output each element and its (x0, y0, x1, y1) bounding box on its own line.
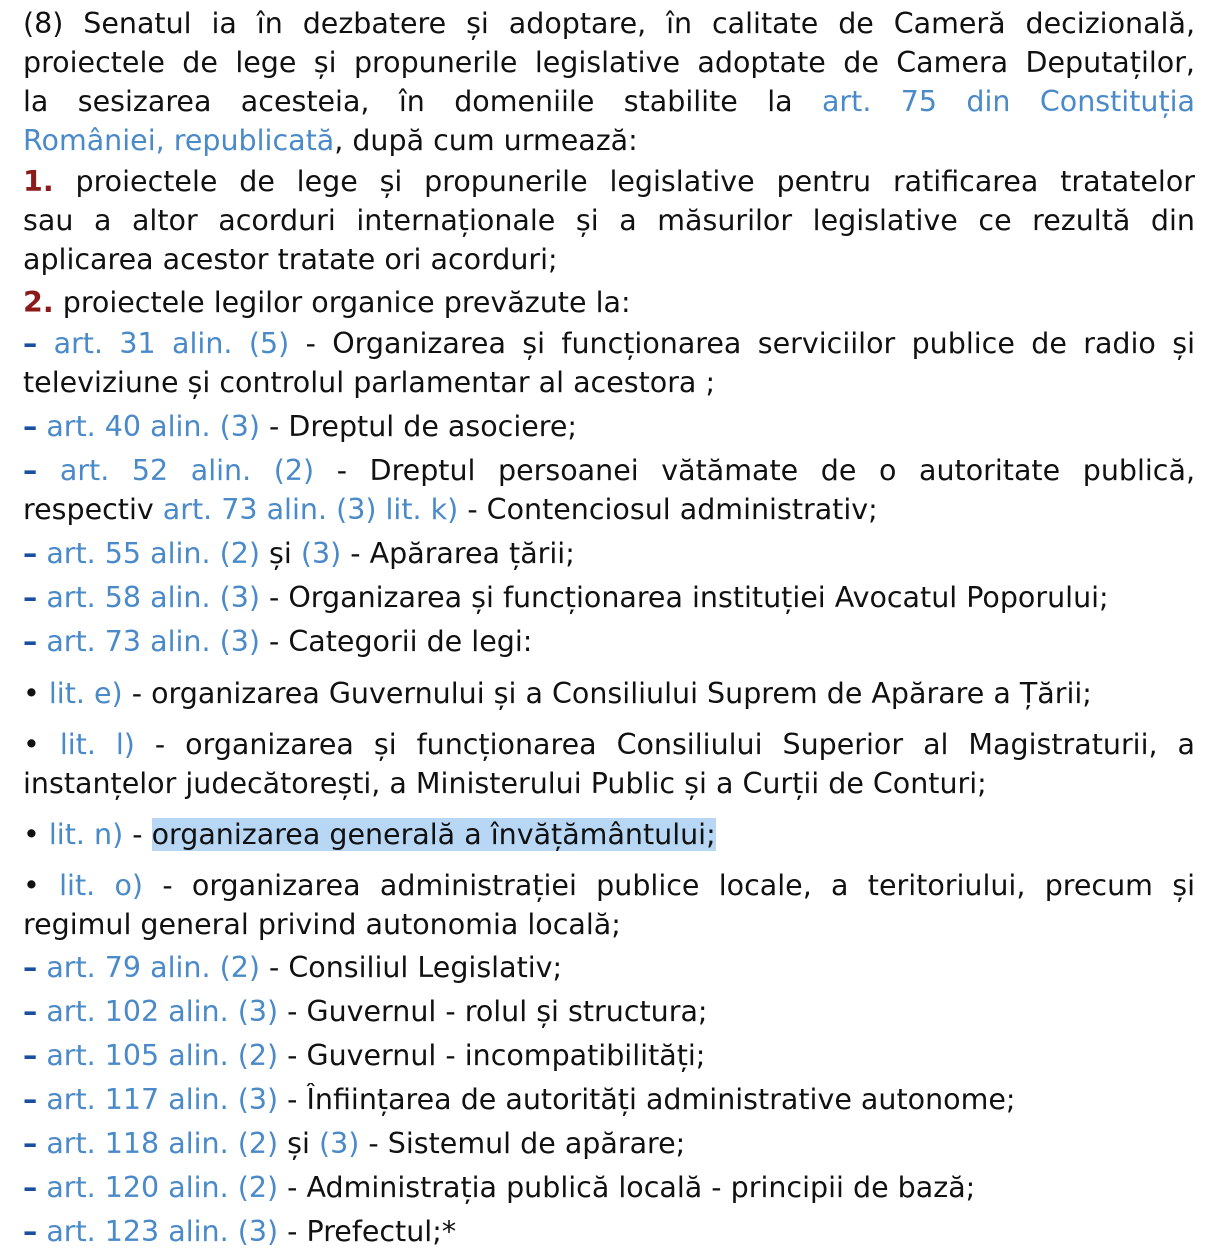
item-text: - Categorii de legi: (259, 625, 533, 658)
list-item-art-31-cont (23, 366, 1195, 406)
dash-marker: – (23, 327, 38, 360)
intro-line-3 (23, 85, 1195, 125)
article-link[interactable]: art. 73 alin. (3) lit. k) (162, 493, 459, 526)
article-link[interactable]: art. 40 alin. (3) (46, 410, 260, 443)
item-text: - (123, 818, 152, 851)
article-link[interactable]: art. 55 alin. (2) (46, 537, 260, 570)
intro-line-1 (23, 7, 1195, 47)
letter-link[interactable]: lit. l) (59, 728, 135, 761)
article-link[interactable]: art. 120 alin. (2) (46, 1171, 279, 1204)
item-text: - Apărarea țării; (341, 537, 575, 570)
dash-marker: – (23, 410, 38, 443)
bullet-marker: • (23, 869, 40, 902)
bullet-item-lit-o (23, 869, 1195, 909)
letter-link[interactable]: lit. o) (59, 869, 144, 902)
item-text: și (259, 537, 301, 570)
item-1-line-1 (23, 165, 1195, 205)
bullet-item-lit-n (23, 818, 1195, 858)
list-item-art-118 (23, 1127, 1195, 1167)
list-item-art-73 (23, 625, 1195, 665)
bullet-item-lit-l-cont (23, 767, 1195, 807)
intro-text: , după cum urmează: (334, 124, 638, 157)
bullet-item-lit-l (23, 728, 1195, 768)
article-link[interactable]: art. 105 alin. (2) (46, 1039, 279, 1072)
list-item-art-105 (23, 1039, 1195, 1079)
intro-line-2 (23, 46, 1195, 86)
list-item-art-52-cont (23, 493, 1195, 533)
list-item-art-40 (23, 410, 1195, 450)
item-text: aplicarea acestor tratate ori acorduri; (23, 243, 558, 276)
dash-marker: – (23, 454, 38, 487)
list-item-art-102 (23, 995, 1195, 1035)
item-text: regimul general privind autonomia locală; (23, 908, 621, 941)
dash-marker: – (23, 1215, 38, 1248)
bullet-marker: • (23, 818, 40, 851)
bullet-item-lit-o-cont (23, 908, 1195, 948)
item-text: - Guvernul - incompatibilități; (278, 1039, 706, 1072)
item-text: proiectele legilor organice prevăzute la: (62, 286, 631, 319)
dash-marker: – (23, 1171, 38, 1204)
article-link[interactable]: art. 31 alin. (5) (53, 327, 290, 360)
list-item-art-52 (23, 454, 1195, 494)
item-text: - Administrația publică locală - principii de bază; (278, 1171, 976, 1204)
intro-line-4 (23, 124, 1195, 164)
item-number: 2. (23, 286, 54, 319)
constitution-link[interactable]: României, republicată (23, 124, 335, 157)
item-text: instanțelor judecătorești, a Ministerului Public și a Curții de Conturi; (23, 767, 987, 800)
article-link[interactable]: art. 123 alin. (3) (46, 1215, 279, 1248)
dash-marker: – (23, 581, 38, 614)
selected-text[interactable]: organizarea generală a învățământului; (151, 818, 716, 851)
item-text: - Consiliul Legislativ; (259, 951, 563, 984)
item-text: - Organizarea și funcționarea instituției Avocatul Poporului; (259, 581, 1109, 614)
item-number: 1. (23, 165, 54, 198)
article-link[interactable]: art. 79 alin. (2) (46, 951, 260, 984)
dash-marker: – (23, 625, 38, 658)
item-text: - Dreptul persoanei vătămate de o autoritate publică, (314, 454, 1195, 487)
item-text: - Înființarea de autorități administrative autonome; (278, 1083, 1016, 1116)
bullet-item-lit-e (23, 677, 1195, 717)
item-text: sau a altor acorduri internaționale și a măsurilor legislative ce rezultă din (23, 204, 1195, 237)
article-link[interactable]: (3) (319, 1127, 360, 1160)
article-link[interactable]: art. 118 alin. (2) (46, 1127, 279, 1160)
item-text: - organizarea administrației publice locale, a teritoriului, precum și (143, 869, 1195, 902)
list-item-art-31 (23, 327, 1195, 367)
dash-marker: – (23, 537, 38, 570)
dash-marker: – (23, 951, 38, 984)
article-link[interactable]: art. 58 alin. (3) (46, 581, 260, 614)
constitution-link[interactable]: art. 75 din Constituția (821, 85, 1195, 118)
item-text: televiziune și controlul parlamentar al acestora ; (23, 366, 716, 399)
article-link[interactable]: (3) (300, 537, 342, 570)
letter-link[interactable]: lit. n) (48, 818, 124, 851)
list-item-art-120 (23, 1171, 1195, 1211)
list-item-art-55 (23, 537, 1195, 577)
item-text: și (278, 1127, 319, 1160)
list-item-art-123 (23, 1215, 1195, 1255)
dash-marker: – (23, 1039, 38, 1072)
article-link[interactable]: art. 73 alin. (3) (46, 625, 260, 658)
item-text: - Sistemul de apărare; (359, 1127, 686, 1160)
item-text: - Contenciosul administrativ; (458, 493, 878, 526)
dash-marker: – (23, 1083, 38, 1116)
item-text: - organizarea Guvernului și a Consiliului Suprem de Apărare a Țării; (122, 677, 1092, 710)
item-text: - Dreptul de asociere; (259, 410, 578, 443)
list-item-art-58 (23, 581, 1195, 621)
item-1-line-3 (23, 243, 1195, 283)
item-text: - organizarea și funcționarea Consiliului Superior al Magistraturii, a (134, 728, 1195, 761)
item-1-line-2 (23, 204, 1195, 244)
list-item-art-117 (23, 1083, 1195, 1123)
list-item-art-79 (23, 951, 1195, 991)
item-text: - Guvernul - rolul și structura; (278, 995, 708, 1028)
intro-text: (8) Senatul ia în dezbatere și adoptare, în calitate de Cameră decizională, (23, 7, 1195, 40)
dash-marker: – (23, 1127, 38, 1160)
intro-text: proiectele de lege și propunerile legislative adoptate de Camera Deputaților, (23, 46, 1195, 79)
article-link[interactable]: art. 102 alin. (3) (46, 995, 279, 1028)
bullet-marker: • (23, 728, 40, 761)
article-link[interactable]: art. 52 alin. (2) (59, 454, 315, 487)
article-link[interactable]: art. 117 alin. (3) (46, 1083, 279, 1116)
intro-text: la sesizarea acesteia, în domeniile stabilite la (23, 85, 793, 118)
item-text: respectiv (23, 493, 163, 526)
item-text: proiectele de lege și propunerile legislative pentru ratificarea tratatelor (75, 165, 1195, 198)
bullet-marker: • (23, 677, 40, 710)
item-text: - Prefectul;* (278, 1215, 457, 1248)
item-2-line (23, 286, 1195, 326)
item-text: - Organizarea și funcționarea serviciilor publice de radio și (289, 327, 1195, 360)
dash-marker: – (23, 995, 38, 1028)
letter-link[interactable]: lit. e) (48, 677, 123, 710)
